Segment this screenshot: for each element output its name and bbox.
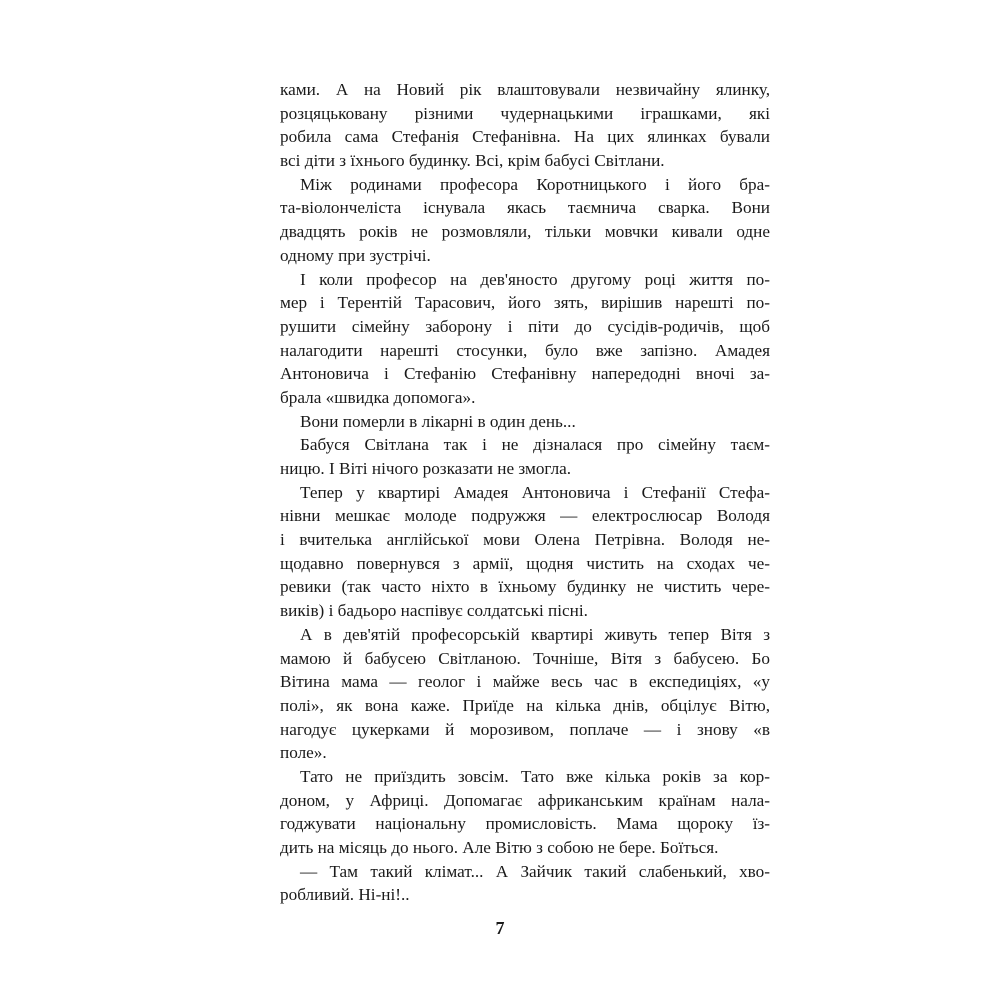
text-line: робила сама Стефанія Стефанівна. На цих ялинках бували (280, 127, 770, 147)
text-line: Антоновича і Стефанію Стефанівну напередодні вночі за- (280, 364, 770, 384)
page-number: 7 (495, 918, 505, 938)
text-line: всі діти з їхнього будинку. Всі, крім бабусі Світлани. (280, 151, 665, 171)
text-line: Вони померли в лікарні в один день... (300, 411, 576, 431)
text-line: Між родинами професора Коротницького і його бра- (300, 174, 770, 194)
text-line: виків) і бадьоро наспівує солдатські пісні. (280, 601, 588, 621)
text-line: щодавно повернувся з армії, щодня чистить на сходах че- (280, 553, 770, 573)
text-line: двадцять років не розмовляли, тільки мовчки кивали одне (280, 222, 770, 242)
text-line: поле». (280, 743, 327, 763)
text-line: розцяцьковану різними чудернацькими іграшками, які (280, 103, 770, 123)
text-line: доном, у Африці. Допомагає африканським країнам нала- (280, 790, 770, 810)
text-line: Тепер у квартирі Амадея Антоновича і Стефанії Стефа- (300, 482, 770, 502)
text-line: мамою й бабусею Світланою. Точніше, Вітя з бабусею. Бо (280, 648, 770, 668)
text-line: І коли професор на дев'яносто другому році життя по- (300, 269, 770, 289)
text-line: полі», як вона каже. Приїде на кілька днів, обцілує Вітю, (280, 695, 770, 715)
text-line: мер і Терентій Тарасович, його зять, вирішив нарешті по- (280, 293, 770, 313)
text-line: та-віолончеліста існувала якась таємнича сварка. Вони (280, 198, 770, 218)
text-line: годжувати національну промисловість. Мама щороку їз- (280, 814, 770, 834)
text-line: ками. А на Новий рік влаштовували незвичайну ялинку, (280, 80, 770, 99)
text-line: брала «швидка допомога». (280, 387, 476, 407)
text-line: А в дев'ятій професорській квартирі живуть тепер Вітя з (300, 624, 770, 644)
text-line: одному при зустрічі. (280, 245, 431, 265)
text-line: Бабуся Світлана так і не дізналася про сімейну таєм- (300, 435, 770, 455)
text-line: ницю. І Віті нічого розказати не змогла. (280, 459, 572, 478)
text-line: рушити сімейну заборону і піти до сусідів-родичів, щоб (280, 316, 770, 336)
text-line: нагодує цукерками й морозивом, поплаче — і знову «в (280, 719, 770, 739)
text-line: і вчителька англійської мови Олена Петрівна. Володя не- (280, 530, 770, 550)
text-line: робливий. Ні-ні!.. (280, 885, 410, 905)
text-line: — Там такий клімат... А Зайчик такий слабенький, хво- (300, 861, 770, 881)
text-line: ревики (так часто ніхто в їхньому будинку не чистить чере- (280, 577, 770, 597)
text-line: нівни мешкає молоде подружжя — електрослюсар Володя (280, 506, 770, 526)
text-line: налагодити нарешті стосунки, було вже запізно. Амадея (280, 340, 770, 360)
text-line: дить на місяць до нього. Але Вітю з собою не бере. Боїться. (280, 838, 719, 857)
text-line: Вітина мама — геолог і майже весь час в експедиціях, «у (280, 672, 770, 692)
text-line: Тато не приїздить зовсім. Тато вже кілька років за кор- (300, 766, 770, 786)
page-text-block (280, 78, 770, 907)
